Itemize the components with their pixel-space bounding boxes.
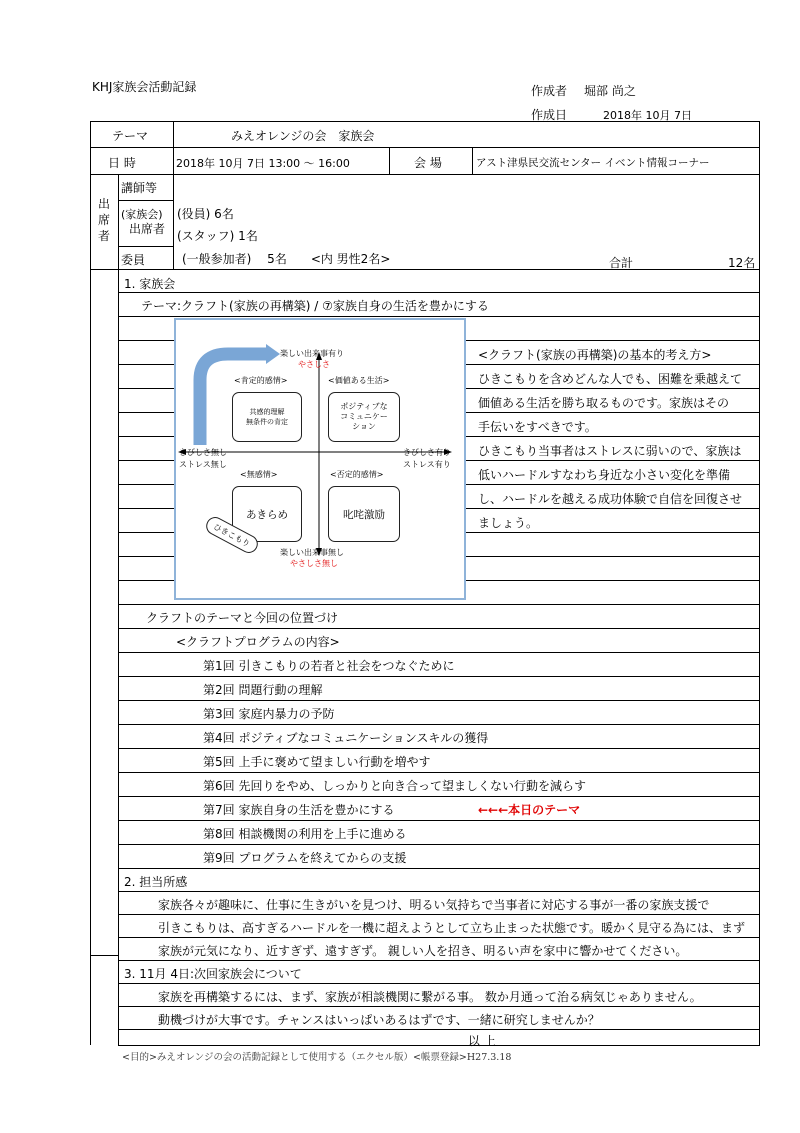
total-value: 12名 xyxy=(728,256,756,270)
section2-line: 家族各々が趣味に、仕事に生きがいを見つけ、明るい気持ちで当事者に対応する事が一番の家族支援で xyxy=(158,898,710,912)
program-item: 第2回 問題行動の理解 xyxy=(203,683,323,697)
family-label-2: 出席者 xyxy=(129,222,166,236)
lecturer-label: 講師等 xyxy=(121,181,158,195)
side-text-line: ましょう。 xyxy=(478,516,539,530)
author-label: 作成者 xyxy=(531,84,568,98)
family-label-1: (家族会) xyxy=(121,208,163,221)
section2-line: 家族が元気になり、近すぎず、遠すぎず。 親しい人を招き、明るい声を家中に響かせてください。 xyxy=(158,944,688,958)
author-name: 堀部 尚之 xyxy=(584,84,636,98)
diagram-right-label-2: ストレス有り xyxy=(403,460,451,469)
curved-arrow-head xyxy=(266,344,280,364)
section3-line: 動機づけが大事です。チャンスはいっぱいあるはずです、一緒に研究しませんか？ xyxy=(158,1013,600,1027)
total-label: 合計 xyxy=(609,256,634,270)
craft-diagram xyxy=(174,318,466,600)
section3-line: 家族を再構築するには、まず、家族が相談機関に繋がる事。 数か月通って治る病気じゃありません。 xyxy=(158,990,702,1004)
member-label: 委員 xyxy=(121,253,146,267)
program-item: 第8回 相談機関の利用を上手に進める xyxy=(203,827,407,841)
theme-label: テーマ xyxy=(112,129,149,143)
datetime-label: 日 時 xyxy=(108,156,136,170)
diagram-q4-box: 叱咤激励 xyxy=(328,486,400,542)
general-count: (一般参加者) 5名 <内 男性2名> xyxy=(182,252,391,266)
staff-count: (スタッフ) 1名 xyxy=(177,229,258,243)
side-text-line: 手伝いをすべきです。 xyxy=(478,420,597,434)
section2-line: 引きこもりは、高すぎるハードルを一機に超えようとして立ち止まった状態です。暖かく見守る為には、まず xyxy=(158,921,746,935)
diagram-top-label: 楽しい出来事有り xyxy=(280,349,344,358)
side-text-line: し、ハードルを越える成功体験で自信を回復させ xyxy=(478,492,743,506)
program-heading: <クラフトプログラムの内容> xyxy=(176,635,340,649)
org-title: KHJ家族会活動記録 xyxy=(92,80,197,94)
position-heading: クラフトのテーマと今回の位置づけ xyxy=(146,611,339,625)
venue-label: 会 場 xyxy=(414,156,442,170)
diagram-q3-header: <無感情> xyxy=(240,470,278,479)
section3-heading: 3. 11月 4日:次回家族会について xyxy=(124,967,302,981)
program-item: 第6回 先回りをやめ、しっかりと向き合って望ましくない行動を減らす xyxy=(203,779,586,793)
program-item: 第7回 家族自身の生活を豊かにする xyxy=(203,803,395,817)
diagram-q1-header: <肯定的感情> xyxy=(234,376,288,385)
diagram-q4-header: <否定的感情> xyxy=(330,470,384,479)
today-theme-marker: ←←←本日のテーマ xyxy=(478,803,581,817)
diagram-q1-box: 共感的理解 無条件の肯定 xyxy=(232,392,302,442)
program-item: 第1回 引きこもりの若者と社会をつなぐために xyxy=(203,659,455,673)
section1-heading: 1. 家族会 xyxy=(124,277,176,291)
diagram-left-label-1: きびしさ無し xyxy=(179,448,227,457)
section2-heading: 2. 担当所感 xyxy=(124,875,188,889)
side-text-line: ひきこもりを含めどんな人でも、困難を乗越えて xyxy=(478,372,743,386)
program-item: 第5回 上手に褒めて望ましい行動を増やす xyxy=(203,755,431,769)
program-item: 第3回 家庭内暴力の予防 xyxy=(203,707,335,721)
side-text-line: 低いハードルすなわち身近な小さい変化を準備 xyxy=(478,468,731,482)
date-value: 2018年 10月 7日 xyxy=(603,109,692,122)
hikikomori-tag: ひきこもり xyxy=(203,514,261,556)
diagram-right-label-1: きびしさ有り xyxy=(403,448,451,457)
program-item: 第9回 プログラムを終えてからの支援 xyxy=(203,851,407,865)
datetime-value: 2018年 10月 7日 13:00 ～ 16:00 xyxy=(176,157,350,170)
venue-value: アスト津県民交流センター イベント情報コーナー xyxy=(476,157,710,169)
attendees-label: 出席者 xyxy=(97,197,110,243)
diagram-q2-header: <価値ある生活> xyxy=(328,376,390,385)
diagram-bottom-red: やさしさ無し xyxy=(290,559,338,568)
diagram-q3-box: あきらめ xyxy=(232,486,302,542)
side-text-line: 価値ある生活を勝ち取るものです。家族はその xyxy=(478,396,730,410)
footer-note: <目的>みえオレンジの会の活動記録として使用する（エクセル版）<帳票登録>H27.3.18 xyxy=(122,1052,512,1063)
diagram-bottom-label: 楽しい出来事無し xyxy=(280,548,344,557)
program-item: 第4回 ポジティブなコミュニケーションスキルの獲得 xyxy=(203,731,489,745)
diagram-q2-box: ポジティブな コミュニケー ション xyxy=(328,392,400,442)
theme-value: みえオレンジの会 家族会 xyxy=(231,129,375,143)
closing-text: 以 上 xyxy=(468,1034,496,1048)
side-text-line: <クラフト(家族の再構築)の基本的考え方> xyxy=(478,348,712,362)
side-text-line: ひきこもり当事者はストレスに弱いので、家族は xyxy=(478,444,742,458)
date-label: 作成日 xyxy=(531,108,568,122)
officers-count: (役員) 6名 xyxy=(177,207,234,221)
section1-theme: テーマ:クラフト(家族の再構築) / ⑦家族自身の生活を豊かにする xyxy=(141,299,489,313)
diagram-top-red: やさしさ xyxy=(298,360,330,369)
diagram-left-label-2: ストレス無し xyxy=(179,460,227,469)
